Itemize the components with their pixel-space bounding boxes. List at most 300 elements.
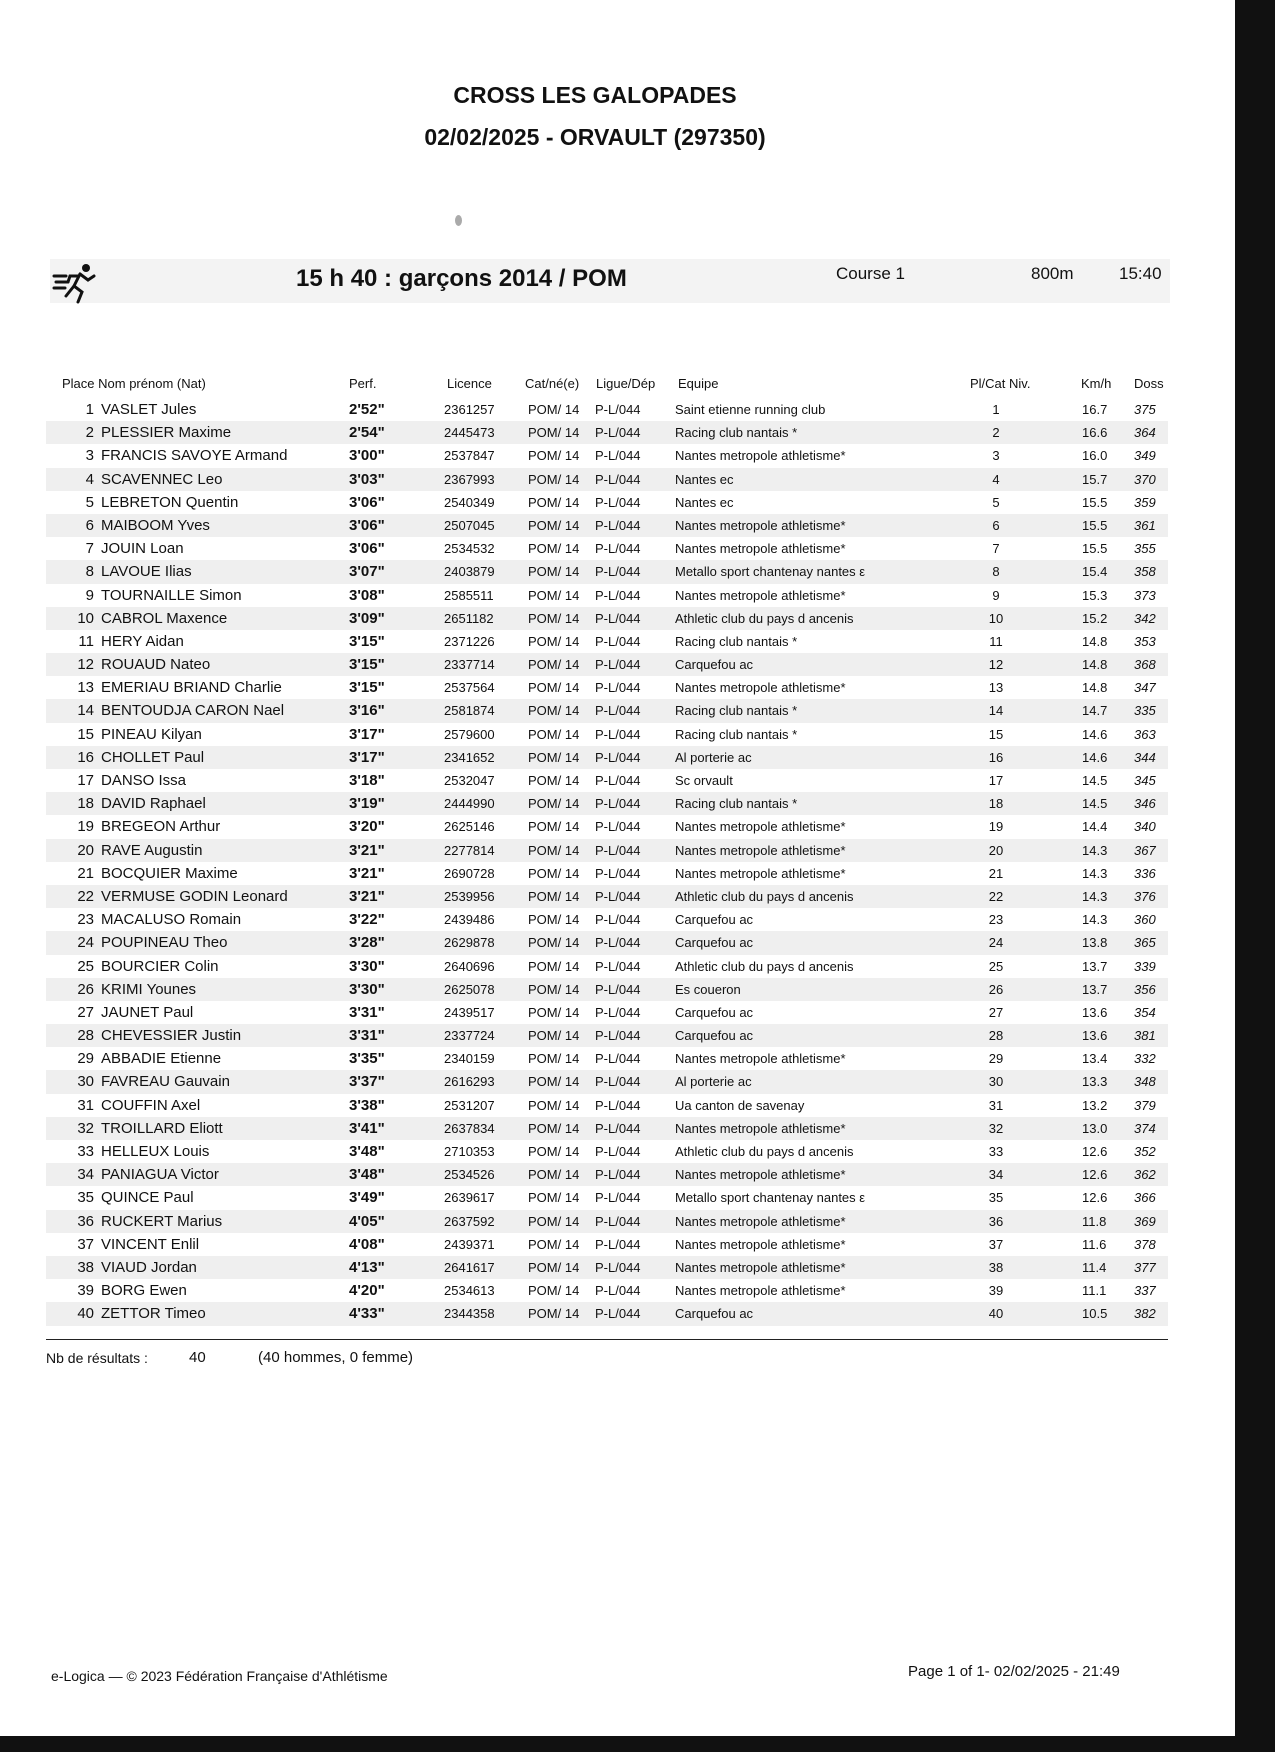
cell-plcat: 26 [988, 981, 1004, 997]
cell-doss: 364 [1134, 425, 1156, 441]
cell-perf: 3'03" [349, 470, 385, 488]
cell-kmh: 14.4 [1082, 819, 1108, 835]
table-row [46, 1256, 1168, 1279]
cell-plcat: 20 [988, 842, 1004, 858]
col-header-kmh: Km/h [1081, 376, 1112, 391]
cell-ligue: P-L/044 [595, 1167, 641, 1183]
cell-plcat: 10 [988, 610, 1004, 626]
cell-kmh: 13.7 [1082, 981, 1108, 997]
cell-licence: 2641617 [444, 1259, 495, 1275]
cell-kmh: 13.6 [1082, 1028, 1108, 1044]
table-row [46, 676, 1168, 699]
cell-name: LAVOUE Ilias [101, 563, 192, 581]
cell-licence: 2341652 [444, 749, 495, 765]
cell-cat: POM/ 14 [528, 842, 580, 858]
cell-cat: POM/ 14 [528, 749, 580, 765]
cell-licence: 2534526 [444, 1167, 495, 1183]
cell-doss: 374 [1134, 1120, 1156, 1136]
cell-name: BREGEON Arthur [101, 818, 221, 836]
cell-name: CHOLLET Paul [101, 748, 205, 766]
cell-doss: 342 [1134, 610, 1156, 626]
cell-kmh: 14.8 [1082, 633, 1108, 649]
cell-plcat: 24 [988, 935, 1004, 951]
cell-cat: POM/ 14 [528, 494, 580, 510]
cell-cat: POM/ 14 [528, 1167, 580, 1183]
cell-cat: POM/ 14 [528, 726, 580, 742]
cell-licence: 2639617 [444, 1190, 495, 1206]
cell-cat: POM/ 14 [528, 819, 580, 835]
cell-perf: 3'15" [349, 632, 385, 650]
cell-licence: 2439371 [444, 1236, 495, 1252]
table-row [46, 1070, 1168, 1093]
cell-perf: 3'37" [349, 1073, 385, 1091]
cell-ligue: P-L/044 [595, 680, 641, 696]
cell-perf: 3'08" [349, 586, 385, 604]
scan-border-bottom [0, 1736, 1275, 1752]
cell-equipe: Al porterie ac [675, 749, 752, 765]
col-header-ligue: Ligue/Dép [596, 376, 656, 391]
cell-cat: POM/ 14 [528, 1144, 580, 1159]
cell-licence: 2537564 [444, 680, 495, 696]
cell-cat: POM/ 14 [528, 1190, 580, 1206]
cell-plcat: 23 [988, 912, 1004, 928]
cell-ligue: P-L/044 [595, 1213, 641, 1229]
cell-ligue: P-L/044 [595, 912, 641, 928]
cell-cat: POM/ 14 [528, 888, 580, 904]
cell-kmh: 13.3 [1082, 1074, 1108, 1090]
cell-licence: 2616293 [444, 1074, 495, 1090]
cell-kmh: 15.5 [1082, 494, 1108, 510]
cell-cat: POM/ 14 [528, 471, 580, 487]
cell-name: VASLET Jules [101, 401, 197, 418]
table-row [46, 1279, 1168, 1302]
cell-doss: 378 [1134, 1236, 1156, 1252]
cell-place: 20 [77, 841, 94, 859]
cell-plcat: 22 [988, 888, 1004, 904]
table-row [46, 607, 1168, 630]
race-name: 15 h 40 : garçons 2014 / POM [296, 265, 627, 292]
cell-cat: POM/ 14 [528, 703, 580, 719]
cell-name: DAVID Raphael [101, 795, 206, 813]
cell-equipe: Nantes ec [675, 471, 734, 487]
cell-plcat: 34 [988, 1167, 1004, 1183]
cell-perf: 3'21" [349, 864, 385, 882]
cell-plcat: 40 [988, 1306, 1004, 1322]
cell-equipe: Carquefou ac [675, 657, 754, 673]
cell-perf: 3'21" [349, 841, 385, 859]
cell-equipe: Nantes metropole athletisme* [675, 1120, 846, 1136]
cell-licence: 2625146 [444, 819, 495, 835]
cell-doss: 337 [1134, 1283, 1156, 1299]
results-gender-detail: (40 hommes, 0 femme) [258, 1349, 414, 1366]
cell-perf: 3'20" [349, 818, 385, 836]
cell-plcat: 33 [988, 1144, 1004, 1159]
cell-ligue: P-L/044 [595, 1097, 641, 1113]
table-row [46, 1163, 1168, 1186]
cell-kmh: 11.4 [1082, 1259, 1107, 1275]
table-row [46, 955, 1168, 978]
cell-perf: 4'13" [349, 1258, 385, 1276]
cell-place: 38 [77, 1258, 94, 1276]
cell-licence: 2629878 [444, 935, 495, 951]
cell-doss: 355 [1134, 541, 1156, 557]
cell-doss: 370 [1134, 471, 1156, 487]
table-row [46, 978, 1168, 1001]
cell-place: 18 [77, 795, 94, 813]
cell-kmh: 12.6 [1082, 1144, 1108, 1159]
cell-ligue: P-L/044 [595, 1283, 641, 1299]
cell-kmh: 14.5 [1082, 796, 1108, 812]
cell-doss: 369 [1134, 1213, 1156, 1229]
race-start-time: 15:40 [1119, 264, 1162, 283]
cell-doss: 379 [1134, 1097, 1156, 1113]
cell-kmh: 15.2 [1082, 610, 1108, 626]
cell-equipe: Carquefou ac [675, 935, 754, 951]
cell-kmh: 12.6 [1082, 1167, 1108, 1183]
cell-ligue: P-L/044 [595, 471, 641, 487]
cell-kmh: 14.8 [1082, 680, 1108, 696]
cell-cat: POM/ 14 [528, 587, 580, 603]
cell-doss: 335 [1134, 703, 1156, 719]
cell-kmh: 10.5 [1082, 1306, 1108, 1322]
cell-perf: 3'00" [349, 447, 385, 465]
cell-ligue: P-L/044 [595, 1190, 641, 1206]
table-row [46, 653, 1168, 676]
cell-ligue: P-L/044 [595, 1004, 641, 1020]
cell-licence: 2439517 [444, 1004, 495, 1020]
cell-ligue: P-L/044 [595, 842, 641, 858]
cell-plcat: 19 [988, 819, 1004, 835]
cell-plcat: 14 [988, 703, 1004, 719]
cell-name: SCAVENNEC Leo [101, 470, 223, 488]
cell-doss: 348 [1134, 1074, 1156, 1090]
table-row [46, 421, 1168, 444]
cell-cat: POM/ 14 [528, 1028, 580, 1044]
cell-equipe: Athletic club du pays d ancenis [675, 958, 854, 974]
table-row [46, 560, 1168, 583]
cell-name: LEBRETON Quentin [101, 493, 239, 511]
table-row [46, 491, 1168, 514]
table-row [46, 630, 1168, 653]
cell-ligue: P-L/044 [595, 819, 641, 835]
table-row [46, 1047, 1168, 1070]
cell-plcat: 28 [988, 1028, 1004, 1044]
cell-plcat: 29 [988, 1051, 1004, 1067]
cell-place: 6 [85, 516, 94, 534]
cell-cat: POM/ 14 [528, 1306, 580, 1322]
cell-kmh: 15.4 [1082, 564, 1108, 580]
cell-licence: 2403879 [444, 564, 495, 580]
cell-ligue: P-L/044 [595, 773, 641, 788]
cell-perf: 3'41" [349, 1119, 385, 1137]
cell-licence: 2690728 [444, 865, 495, 881]
footer-page-info: Page 1 of 1- 02/02/2025 - 21:49 [908, 1663, 1120, 1680]
cell-perf: 3'22" [349, 911, 385, 929]
cell-name: PANIAGUA Victor [101, 1166, 219, 1184]
cell-kmh: 16.6 [1082, 425, 1108, 441]
cell-perf: 3'15" [349, 679, 385, 697]
cell-name: RUCKERT Marius [101, 1212, 223, 1230]
cell-plcat: 11 [989, 633, 1003, 649]
cell-kmh: 14.3 [1082, 912, 1108, 928]
cell-place: 19 [77, 818, 94, 836]
cell-equipe: Nantes metropole athletisme* [675, 865, 846, 881]
table-row [46, 1233, 1168, 1256]
cell-cat: POM/ 14 [528, 912, 580, 928]
race-distance: 800m [1031, 264, 1074, 283]
cell-place: 31 [77, 1096, 94, 1114]
cell-plcat: 16 [988, 749, 1004, 765]
cell-perf: 3'30" [349, 957, 385, 975]
cell-doss: 375 [1134, 402, 1156, 417]
cell-place: 22 [77, 887, 94, 905]
table-row [46, 1186, 1168, 1209]
cell-name: CABROL Maxence [101, 609, 228, 627]
cell-doss: 362 [1134, 1167, 1156, 1183]
cell-cat: POM/ 14 [528, 657, 580, 673]
cell-perf: 3'31" [349, 1003, 385, 1021]
cell-ligue: P-L/044 [595, 935, 641, 951]
cell-doss: 339 [1134, 958, 1156, 974]
cell-equipe: Racing club nantais * [675, 633, 798, 649]
cell-equipe: Racing club nantais * [675, 703, 798, 719]
cell-licence: 2640696 [444, 958, 495, 974]
cell-name: BENTOUDJA CARON Nael [101, 702, 285, 720]
table-row [46, 1140, 1168, 1163]
cell-cat: POM/ 14 [528, 981, 580, 997]
cell-doss: 347 [1134, 680, 1156, 696]
cell-name: POUPINEAU Theo [101, 934, 228, 952]
cell-ligue: P-L/044 [595, 541, 641, 557]
cell-equipe: Racing club nantais * [675, 796, 798, 812]
cell-equipe: Nantes ec [675, 494, 734, 510]
cell-doss: 361 [1134, 517, 1156, 533]
cell-kmh: 15.5 [1082, 517, 1108, 533]
cell-cat: POM/ 14 [528, 1120, 580, 1136]
cell-place: 29 [77, 1050, 94, 1068]
cell-equipe: Nantes metropole athletisme* [675, 517, 846, 533]
cell-place: 14 [77, 702, 94, 720]
cell-place: 27 [77, 1003, 94, 1021]
cell-kmh: 15.5 [1082, 541, 1108, 557]
cell-equipe: Nantes metropole athletisme* [675, 448, 846, 464]
cell-kmh: 11.1 [1082, 1283, 1107, 1299]
cell-name: ZETTOR Timeo [101, 1305, 206, 1323]
cell-place: 40 [77, 1305, 94, 1323]
cell-name: HELLEUX Louis [101, 1143, 210, 1160]
cell-doss: 376 [1134, 888, 1156, 904]
cell-ligue: P-L/044 [595, 448, 641, 464]
cell-name: VIAUD Jordan [101, 1258, 197, 1276]
cell-kmh: 11.8 [1082, 1213, 1107, 1229]
cell-licence: 2532047 [444, 773, 495, 788]
cell-cat: POM/ 14 [528, 517, 580, 533]
cell-ligue: P-L/044 [595, 1236, 641, 1252]
cell-ligue: P-L/044 [595, 1074, 641, 1090]
cell-place: 16 [77, 748, 94, 766]
col-header-place-name: Place Nom prénom (Nat) [62, 376, 206, 391]
cell-place: 35 [77, 1189, 94, 1207]
cell-ligue: P-L/044 [595, 888, 641, 904]
table-row [46, 1117, 1168, 1140]
table-row [46, 792, 1168, 815]
cell-kmh: 14.6 [1082, 726, 1108, 742]
cell-licence: 2585511 [444, 587, 494, 603]
cell-name: JOUIN Loan [101, 540, 184, 558]
cell-ligue: P-L/044 [595, 1051, 641, 1067]
document-subtitle: 02/02/2025 - ORVAULT (297350) [424, 124, 766, 150]
cell-cat: POM/ 14 [528, 1236, 580, 1252]
table-row [46, 815, 1168, 838]
cell-equipe: Nantes metropole athletisme* [675, 842, 846, 858]
cell-name: MACALUSO Romain [101, 911, 242, 929]
cell-equipe: Carquefou ac [675, 1004, 754, 1020]
cell-name: EMERIAU BRIAND Charlie [101, 679, 282, 697]
cell-place: 26 [77, 980, 94, 998]
cell-cat: POM/ 14 [528, 610, 580, 626]
cell-cat: POM/ 14 [528, 425, 580, 441]
cell-doss: 359 [1134, 494, 1156, 510]
col-header-licence: Licence [447, 376, 492, 391]
cell-equipe: Nantes metropole athletisme* [675, 1213, 846, 1229]
cell-place: 9 [85, 586, 94, 604]
cell-ligue: P-L/044 [595, 657, 641, 673]
table-row [46, 514, 1168, 537]
cell-plcat: 4 [992, 471, 1000, 487]
cell-place: 28 [77, 1027, 94, 1045]
cell-name: PLESSIER Maxime [101, 424, 232, 442]
cell-doss: 382 [1134, 1306, 1156, 1322]
cell-doss: 358 [1134, 564, 1156, 580]
cell-plcat: 8 [992, 564, 1000, 580]
cell-licence: 2344358 [444, 1306, 495, 1322]
cell-licence: 2277814 [444, 842, 495, 858]
cell-name: MAIBOOM Yves [101, 516, 210, 534]
cell-ligue: P-L/044 [595, 981, 641, 997]
cell-licence: 2625078 [444, 981, 495, 997]
table-row [46, 398, 1168, 421]
cell-ligue: P-L/044 [595, 402, 641, 417]
cell-place: 10 [77, 609, 94, 627]
cell-licence: 2581874 [444, 703, 495, 719]
cell-kmh: 14.8 [1082, 657, 1108, 673]
cell-doss: 368 [1134, 657, 1156, 673]
cell-kmh: 14.3 [1082, 842, 1108, 858]
cell-licence: 2637592 [444, 1213, 495, 1229]
cell-place: 11 [78, 632, 94, 650]
cell-kmh: 13.4 [1082, 1051, 1108, 1067]
cell-ligue: P-L/044 [595, 749, 641, 765]
cell-licence: 2445473 [444, 425, 495, 441]
cell-equipe: Saint etienne running club [675, 402, 826, 417]
cell-ligue: P-L/044 [595, 587, 641, 603]
cell-cat: POM/ 14 [528, 402, 580, 417]
cell-equipe: Racing club nantais * [675, 425, 798, 441]
cell-place: 34 [77, 1166, 94, 1184]
cell-place: 37 [77, 1235, 94, 1253]
cell-kmh: 13.6 [1082, 1004, 1108, 1020]
cell-kmh: 15.7 [1082, 471, 1108, 487]
cell-name: QUINCE Paul [101, 1189, 194, 1207]
cell-plcat: 2 [992, 425, 1000, 441]
cell-ligue: P-L/044 [595, 1120, 641, 1136]
cell-name: ROUAUD Nateo [101, 656, 211, 674]
cell-place: 2 [85, 424, 94, 442]
cell-kmh: 16.7 [1082, 402, 1108, 417]
cell-equipe: Nantes metropole athletisme* [675, 680, 846, 696]
table-row [46, 746, 1168, 769]
cell-ligue: P-L/044 [595, 703, 641, 719]
table-row [46, 931, 1168, 954]
cell-ligue: P-L/044 [595, 1259, 641, 1275]
cell-name: DANSO Issa [101, 772, 187, 789]
cell-doss: 365 [1134, 935, 1156, 951]
cell-licence: 2651182 [444, 610, 494, 626]
cell-name: BOURCIER Colin [101, 957, 219, 975]
table-row [46, 444, 1168, 467]
table-row [46, 908, 1168, 931]
col-header-plcat: Pl/Cat Niv. [970, 376, 1031, 391]
cell-perf: 3'28" [349, 934, 385, 952]
cell-doss: 340 [1134, 819, 1156, 835]
cell-place: 4 [85, 470, 94, 488]
table-row [46, 1210, 1168, 1233]
cell-doss: 363 [1134, 726, 1156, 742]
cell-perf: 3'31" [349, 1027, 385, 1045]
cell-equipe: Athletic club du pays d ancenis [675, 888, 854, 904]
cell-cat: POM/ 14 [528, 564, 580, 580]
cell-place: 23 [77, 911, 94, 929]
cell-kmh: 16.0 [1082, 448, 1108, 464]
cell-kmh: 14.6 [1082, 749, 1108, 765]
cell-equipe: Nantes metropole athletisme* [675, 819, 846, 835]
results-count-label: Nb de résultats : [46, 1350, 148, 1366]
cell-place: 15 [77, 725, 94, 743]
cell-cat: POM/ 14 [528, 633, 580, 649]
cell-doss: 346 [1134, 796, 1156, 812]
cell-equipe: Nantes metropole athletisme* [675, 1259, 846, 1275]
cell-name: ABBADIE Etienne [101, 1050, 222, 1068]
cell-doss: 332 [1134, 1051, 1156, 1067]
footer-copyright: e-Logica — © 2023 Fédération Française d'Athlétisme [51, 1668, 388, 1684]
table-row [46, 468, 1168, 491]
cell-ligue: P-L/044 [595, 865, 641, 881]
cell-kmh: 13.2 [1082, 1097, 1108, 1113]
results-count: 40 [189, 1349, 206, 1366]
cell-name: VINCENT Enlil [101, 1235, 200, 1253]
cell-doss: 366 [1134, 1190, 1156, 1206]
cell-cat: POM/ 14 [528, 1004, 580, 1020]
results-table [46, 398, 1168, 1326]
cell-doss: 344 [1134, 749, 1156, 765]
cell-licence: 2444990 [444, 796, 495, 812]
col-header-doss: Doss [1134, 376, 1164, 391]
cell-kmh: 13.8 [1082, 935, 1108, 951]
cell-plcat: 39 [988, 1283, 1004, 1299]
cell-cat: POM/ 14 [528, 1051, 580, 1067]
cell-ligue: P-L/044 [595, 958, 641, 974]
cell-name: BORG Ewen [101, 1282, 187, 1300]
cell-place: 7 [85, 540, 94, 558]
cell-doss: 353 [1134, 633, 1156, 649]
cell-kmh: 15.3 [1082, 587, 1108, 603]
cell-equipe: Nantes metropole athletisme* [675, 587, 846, 603]
cell-licence: 2507045 [444, 517, 495, 533]
cell-ligue: P-L/044 [595, 517, 641, 533]
cell-equipe: Carquefou ac [675, 1028, 754, 1044]
cell-ligue: P-L/044 [595, 1028, 641, 1044]
cell-licence: 2371226 [444, 633, 495, 649]
